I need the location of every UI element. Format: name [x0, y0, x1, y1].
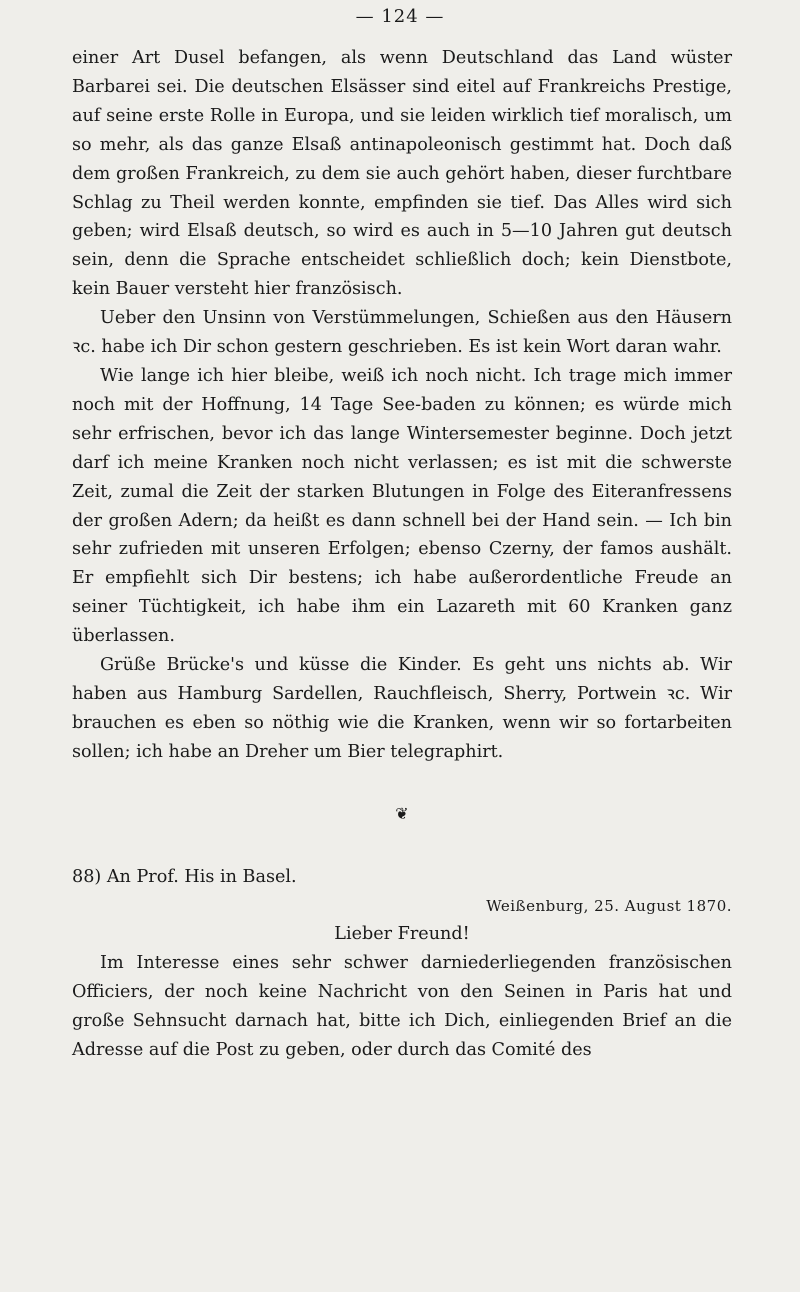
- paragraph: einer Art Dusel befangen, als wenn Deutschland das Land wüster Barbarei sei. Die deutschen Elsässer sind eitel auf Frankreichs Prestige, auf seine erste Rolle in Europa, und sie leiden wirklich tief moralisch, um so mehr, als das ganze Elsaß antinapoleonisch gestimmt hat. Doch daß dem großen Frankreich, zu dem sie auch gehört haben, dieser furchtbare Schlag zu Theil werden konnte, empfinden sie tief. Das Alles wird sich geben; wird Elsaß deutsch, so wird es auch in 5—10 Jahren gut deutsch sein, denn die Sprache entscheidet schließlich doch; kein Dienstbote, kein Bauer versteht hier französisch.: [72, 48, 732, 300]
- letter-salutation: Lieber Freund!: [334, 924, 470, 945]
- fleuron-icon: [72, 767, 732, 863]
- letter-place-date: Weißenburg, 25. August 1870.: [486, 896, 732, 915]
- document-body: [72, 44, 732, 1065]
- paragraph: Grüße Brücke's und küsse die Kinder. Es geht uns nichts ab. Wir haben aus Hamburg Sardellen, Rauchfleisch, Sherry, Portwein ꝛc. Wir brauchen es eben so nöthig wie die Kranken, wenn wir so fortarbeiten sollen; ich habe an Dreher um Bier telegraphirt.: [72, 655, 732, 762]
- paragraph: Ueber den Unsinn von Verstümmelungen, Schießen aus den Häusern ꝛc. habe ich Dir schon gestern geschrieben. Es ist kein Wort daran wahr.: [72, 308, 732, 358]
- letter-heading: 88) An Prof. His in Basel.: [72, 866, 297, 887]
- letter-paragraph: Im Interesse eines sehr schwer darniederliegenden französischen Officiers, der noch keine Nachricht von den Seinen in Paris hat und große Sehnsucht darnach hat, bitte ich Dich, einliegenden Brief an die Adresse auf die Post zu geben, oder durch das Comité des: [72, 953, 732, 1061]
- paragraph: Wie lange ich hier bleibe, weiß ich noch nicht. Ich trage mich immer noch mit der Hoffnung, 14 Tage See-baden zu können; es würde mich sehr erfrischen, bevor ich das lange Wintersemester beginne. Doch jetzt darf ich meine Kranken noch nicht verlassen; es ist mit die schwerste Zeit, zumal die Zeit der starken Blutungen in Folge des Eiteranfressens der großen Adern; da heißt es dann schnell bei der Hand sein. — Ich bin sehr zufrieden mit unseren Erfolgen; ebenso Czerny, der famos aushält. Er empfiehlt sich Dir bestens; ich habe außerordentliche Freude an seiner Tüchtigkeit, ich habe ihm ein Lazareth mit 60 Kranken ganz überlassen.: [72, 365, 732, 647]
- page-number: — 124 —: [355, 6, 445, 27]
- separator-glyph: ❦: [395, 804, 409, 824]
